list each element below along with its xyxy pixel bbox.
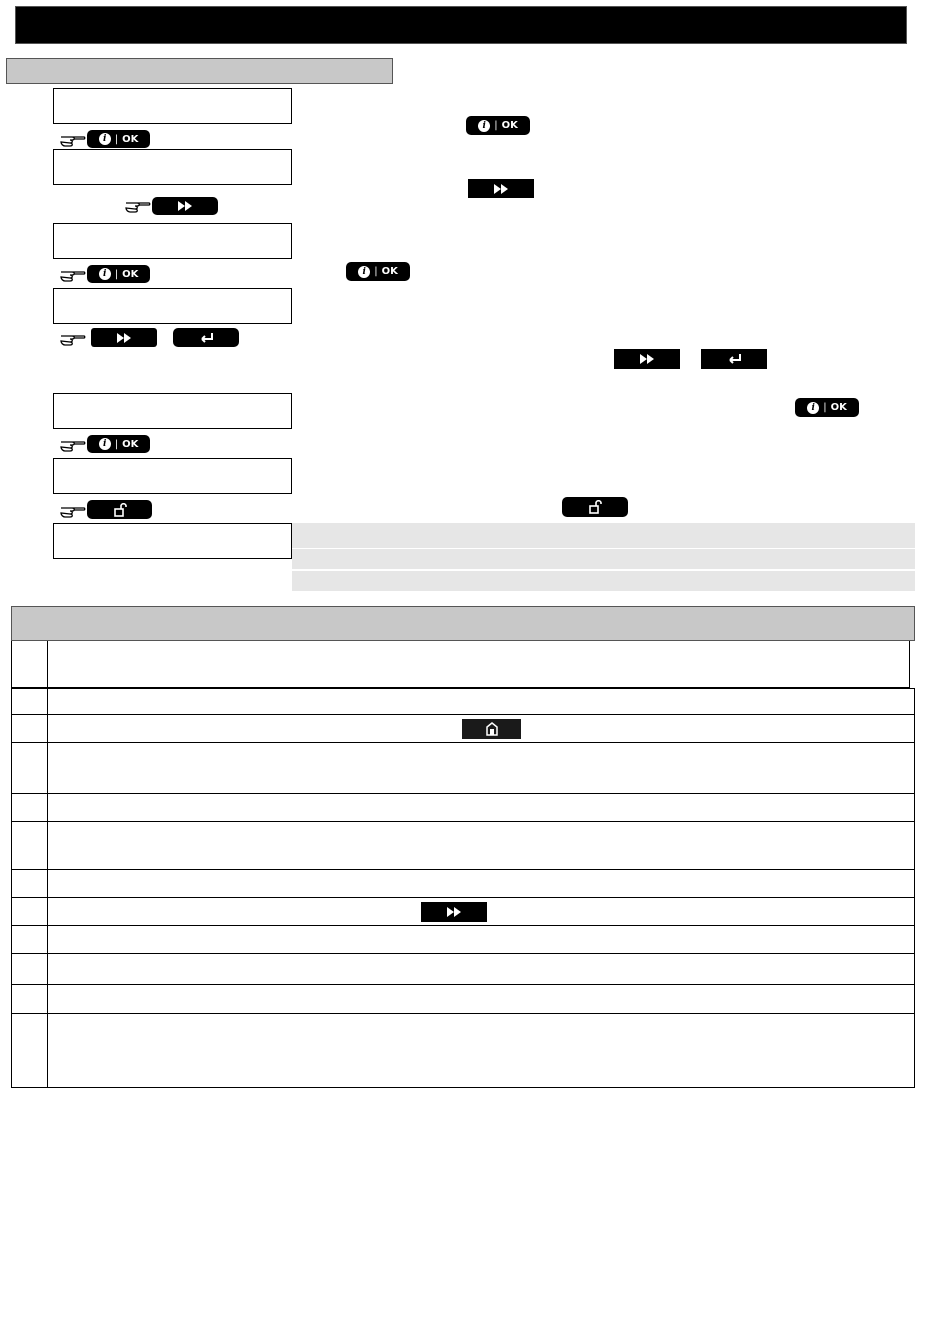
row-number <box>12 954 48 984</box>
lcd-display-1 <box>53 88 292 124</box>
ok-key-label: OK <box>122 133 139 145</box>
pointing-hand-icon <box>60 503 86 521</box>
table-row <box>11 954 915 985</box>
pointing-hand-icon <box>60 132 86 150</box>
note-strip <box>292 549 915 569</box>
ok-key-button[interactable] <box>87 130 150 148</box>
instruction-text <box>300 153 900 169</box>
info-icon: i <box>99 438 111 450</box>
key-separator: | <box>114 438 119 450</box>
ok-key-button[interactable] <box>87 265 150 283</box>
row-number <box>12 641 48 687</box>
row-number <box>12 715 48 742</box>
row-text <box>56 822 910 869</box>
fast-forward-icon <box>445 907 463 917</box>
row-text <box>56 641 905 687</box>
row-number <box>12 822 48 869</box>
table-row <box>11 641 910 688</box>
row-number <box>12 926 48 953</box>
home-key-button[interactable] <box>462 719 521 739</box>
row-number <box>12 743 48 793</box>
ok-key-label: OK <box>122 438 139 450</box>
row-number <box>12 794 48 821</box>
next-key-button[interactable] <box>152 197 218 215</box>
row-number <box>12 1014 48 1087</box>
section-title-tab <box>6 58 393 84</box>
table-row <box>11 743 915 794</box>
row-number <box>12 985 48 1013</box>
instruction-text <box>300 462 900 478</box>
note-strip <box>292 523 915 548</box>
table-row <box>11 688 915 715</box>
row-text <box>56 954 910 984</box>
pointing-hand-icon <box>125 198 151 216</box>
table-row <box>11 1014 915 1088</box>
info-icon: i <box>478 120 490 132</box>
instruction-text <box>300 372 900 388</box>
home-icon <box>485 722 499 736</box>
table-row <box>11 985 915 1014</box>
next-key-button[interactable] <box>91 328 157 347</box>
back-key-button[interactable] <box>701 349 767 369</box>
next-key-button[interactable] <box>421 902 487 922</box>
lcd-display-2 <box>53 149 292 185</box>
lcd-display-5 <box>53 393 292 429</box>
back-arrow-icon <box>725 353 743 365</box>
lcd-display-7 <box>53 523 292 559</box>
back-key-button[interactable] <box>173 328 239 347</box>
unlock-icon <box>587 500 603 514</box>
info-icon: i <box>99 268 111 280</box>
row-number <box>12 870 48 897</box>
key-separator: | <box>494 120 498 131</box>
ok-key-button[interactable] <box>87 435 150 453</box>
info-icon: i <box>358 266 370 278</box>
pointing-hand-icon <box>60 437 86 455</box>
fast-forward-icon <box>638 354 656 364</box>
ok-key-button[interactable] <box>466 116 530 135</box>
next-key-button[interactable] <box>468 179 534 198</box>
pointing-hand-icon <box>60 331 86 349</box>
row-text <box>56 870 910 897</box>
ok-key-button[interactable] <box>346 262 410 281</box>
ok-key-label: OK <box>381 266 398 277</box>
info-icon: i <box>807 402 819 414</box>
lcd-display-3 <box>53 223 292 259</box>
pointing-hand-icon <box>60 267 86 285</box>
row-text <box>56 985 910 1013</box>
row-text <box>56 1014 910 1087</box>
back-arrow-icon <box>197 332 215 344</box>
instruction-text <box>300 228 900 244</box>
table-header <box>11 606 915 641</box>
table-row <box>11 822 915 870</box>
fast-forward-icon <box>492 184 510 194</box>
fast-forward-icon <box>176 201 194 211</box>
lcd-display-4 <box>53 288 292 324</box>
table-row <box>11 926 915 954</box>
ok-key-label: OK <box>830 402 847 413</box>
lcd-display-6 <box>53 458 292 494</box>
unlock-icon <box>112 503 128 517</box>
row-text <box>56 926 910 953</box>
ok-key-button[interactable] <box>795 398 859 417</box>
fast-forward-icon <box>115 333 133 343</box>
away-key-button[interactable] <box>562 497 628 517</box>
table-row <box>11 870 915 898</box>
row-text <box>56 794 910 821</box>
ok-key-label: OK <box>122 268 139 280</box>
row-number <box>12 898 48 925</box>
key-separator: | <box>114 133 119 145</box>
instruction-text <box>300 92 900 108</box>
table-row <box>11 794 915 822</box>
row-text <box>56 689 910 714</box>
key-separator: | <box>374 266 378 277</box>
row-number <box>12 689 48 714</box>
info-icon: i <box>99 133 111 145</box>
page-header-bar <box>15 6 907 44</box>
key-separator: | <box>823 402 827 413</box>
next-key-button[interactable] <box>614 349 680 369</box>
row-text <box>56 743 910 793</box>
key-separator: | <box>114 268 119 280</box>
ok-key-label: OK <box>501 120 518 131</box>
note-strip <box>292 571 915 591</box>
instruction-text <box>300 292 900 308</box>
away-key-button[interactable] <box>87 500 152 519</box>
